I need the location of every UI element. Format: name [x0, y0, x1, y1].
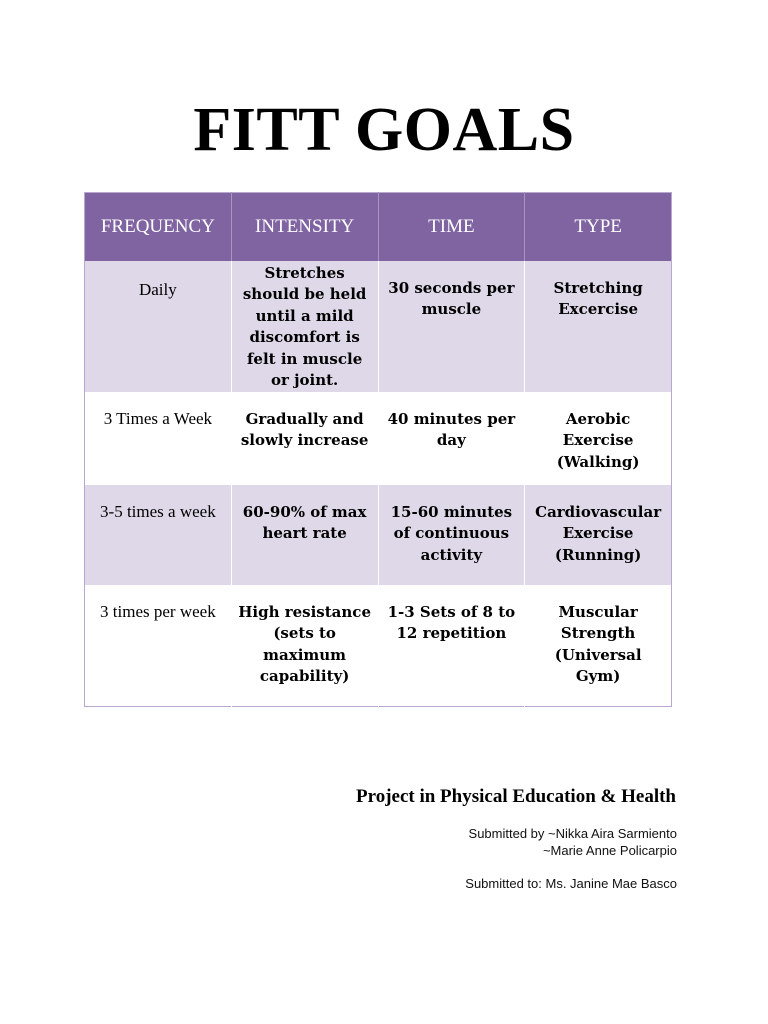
frequency-cell: 3 Times a Week [85, 392, 232, 485]
intensity-cell: Stretches should be held until a mild discomfort is felt in muscle or joint. [231, 261, 378, 392]
submitted-to: Submitted to: Ms. Janine Mae Basco [465, 876, 677, 891]
time-cell: 1-3 Sets of 8 to 12 repetition [378, 585, 525, 707]
header-time: TIME [378, 193, 525, 261]
submitted-by-line: Submitted by ~Nikka Aira Sarmiento [468, 826, 677, 841]
project-title: Project in Physical Education & Health [356, 786, 676, 807]
frequency-cell: 3-5 times a week [85, 485, 232, 585]
table-row [85, 392, 672, 485]
intensity-cell: High resistance (sets to maximum capability) [231, 585, 378, 707]
frequency-cell: Daily [85, 261, 232, 392]
time-cell: 15-60 minutes of continuous activity [378, 485, 525, 585]
frequency-cell: 3 times per week [85, 585, 232, 707]
time-cell: 40 minutes per day [378, 392, 525, 485]
intensity-cell: 60-90% of max heart rate [231, 485, 378, 585]
type-cell: Stretching Excercise [525, 261, 672, 392]
type-cell: Aerobic Exercise (Walking) [525, 392, 672, 485]
type-cell: Cardiovascular Exercise (Running) [525, 485, 672, 585]
submitted-by-line: ~Marie Anne Policarpio [542, 843, 677, 858]
table-header-row [85, 193, 672, 261]
table-row [85, 261, 672, 392]
intensity-cell: Gradually and slowly increase [231, 392, 378, 485]
header-intensity: INTENSITY [231, 193, 378, 261]
table-row [85, 485, 672, 585]
fitt-table [84, 192, 672, 707]
time-cell: 30 seconds per muscle [378, 261, 525, 392]
header-type: TYPE [525, 193, 672, 261]
submitted-by [469, 825, 677, 859]
type-cell: Muscular Strength (Universal Gym) [525, 585, 672, 707]
table-row [85, 585, 672, 707]
header-frequency: FREQUENCY [85, 193, 232, 261]
page-title: FITT GOALS [193, 96, 575, 164]
